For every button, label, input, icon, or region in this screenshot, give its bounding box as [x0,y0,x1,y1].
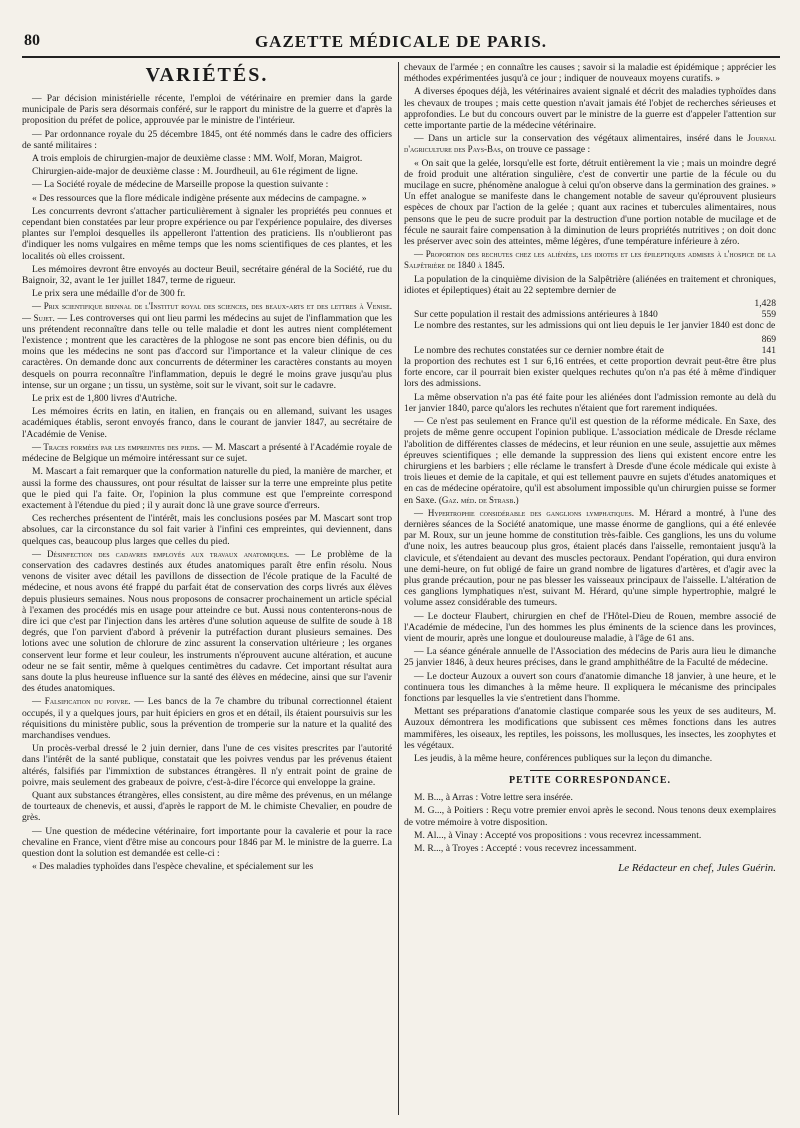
paragraph: Les mémoires devront être envoyés au docteur Beuil, secrétaire général de la Société, rue du Baignoir, 32, avant le 1er juillet 1847, terme de rigueur. [22,263,392,287]
paragraph [404,508,776,609]
paragraph [404,249,776,271]
paragraph: — Le docteur Auzoux a ouvert son cours d'anatomie dimanche 18 janvier, à une heure, et le continuera tous les dimanches à la même heure. Il expliquera le mécanisme des principales fonctions par lesquelles la vie s'entretient dans l'homme. [404,670,776,704]
columns [22,62,780,1115]
paragraph: — La Société royale de médecine de Marseille propose la question suivante : [32,179,329,191]
paragraph: — Par décision ministérielle récente, l'emploi de vétérinaire en premier dans la garde municipale de Paris sera désormais conféré, sur le rapport du ministre de la guerre et d'après la proposition du préfet de police, approuvée par le ministre de l'intérieur. [22,93,392,127]
paragraph: la proportion des rechutes est 1 sur 6,16 entrées, et cette proportion devrait peut-être être plus forte encore, car il pourrait bien exister quelques rechutes qu'on n'a pas été à même d'indiquer lors des admissions. [404,356,776,390]
correspondence-title: PETITE CORRESPONDANCE. [508,775,672,787]
paragraph [22,301,392,391]
page-number: 80 [24,32,40,49]
article-body: — Les bancs de la 7e chambre du tribunal correctionnel étaient occupés, il y a quelques jours, par huit épiciers en gros et en détail, ils étaient poursuivis sur les réquisitions du ministère public, sous la prévention de tromperie sur la nature et la qualité des marchandises vendues. [22,696,392,741]
journal-name: Journal d'agriculture des Pays-Bas [404,133,776,155]
paragraph: La population de la cinquième division de la Salpêtrière (aliénées en traitement et chroniques, idiotes et épileptiques) était au 22 septembre dernier de [404,273,776,296]
paragraph: A diverses époques déjà, les vétérinaires avaient signalé et décrit des maladies typhoïdes dans les chevaux de troupes ; mais cette question n'avait jamais été l'objet de recherches sérieuses et approfondies. Le but du concours ouvert par le ministre de la guerre est d'appeler l'attention sur cette importante partie de la médecine vétérinaire. [404,86,776,132]
column-divider [398,62,399,1115]
paragraph: Les jeudis, à la même heure, conférences publiques sur la leçon du dimanche. [414,752,713,764]
paragraph: — Le docteur Flaubert, chirurgien en chef de l'Hôtel-Dieu de Rouen, membre associé de l'Académie de médecine, l'un des hommes les plus éminents de la science dans les provinces, vient de mourir, après une longue et douloureuse maladie, à l'âge de 61 ans. [404,610,776,644]
ledger-label: Le nombre des rechutes constatées sur ce dernier nombre était de [414,344,664,356]
editor-signature: Le Rédacteur en chef, Jules Guérin. [618,862,776,875]
article-body: M. Hérard a montré, à l'une des dernières séances de la Société anatomique, une masse énorme de ganglions, qui a été enlevée par M. Roux, sur un jeune homme de constitution très-faible. Ces ganglions, les uns du volume d'une noix, les autres beaucoup plus gros, étaient placés dans l'aisselle, remontaient jusqu'à la clavicule, et s'étendaient au devant des muscles pectoraux. Pendant l'opération, qui dura environ une demi-heure, on fut obligé de faire un grand nombre de ligatures d'artères, et d'agir avec la plus grande précaution, pour ne pas blesser les vaisseaux principaux de l'aisselle. L'altération de ces ganglions lymphatiques n'est, suivant M. Hérard, qu'une simple hypertrophie, malgré le volume assez considérable des tumeurs. [404,507,776,609]
paragraph: — Par ordonnance royale du 25 décembre 1845, ont été nommés dans le cadre des officiers de santé militaires : [22,128,392,151]
ledger-row [404,309,776,320]
article-body: — Ce n'est pas seulement en France qu'il est question de la réforme médicale. En Saxe, des projets de même genre occupent l'opinion publique. L'association médicale de Dresde réclame l'abolition de différentes classes de médecins, et leur réunion en une seule, assujettie aux mêmes épreuves scientifiques ; elle demande la suppression des liens qui existent encore entre les chirurgiens et les barbiers ; elle réclame le transfert à Dresde d'une école médicale qui existe à trois lieues et demie de la capitale, et qui est tellement pauvre en sujets d'études anatomiques et en cas de médecine opératoire, qu'il est absolument impossible qu'un chirurgien puisse se former en Saxe. [404,416,776,506]
source-citation: (Gaz. méd. de Strasb.) [438,494,519,505]
right-column [404,62,776,1115]
article-heading: — Hypertrophie considérable des ganglions lymphatiques. [414,507,634,518]
paragraph: Le prix est de 1,800 livres d'Autriche. [32,393,178,405]
ledger-value: 559 [761,309,776,321]
paragraph: M. Mascart a fait remarquer que la conformation naturelle du pied, la manière de marcher, et aussi la forme des chaussures, ont pour résultat de laisser sur la terre une empreinte plus petite que le pied qui l'a faite. Or, l'opinion la plus commune est que l'empreinte correspond exactement à l'étendue du pied ; il y aurait donc là une grave source d'erreurs. [22,466,392,511]
paragraph: La même observation n'a pas été faite pour les aliénées dont l'admission remonte au delà du 1er janvier 1840, parce qu'alors les rechutes n'étaient que fort rarement indiquées. [404,391,776,414]
paragraph: Les concurrents devront s'attacher particulièrement à signaler les propriétés peu connues et cependant bien constatées par leur propre expérience ou par l'expérience populaire, des diverses plantes sur l'emploi desquelles ils appelleront l'attention des praticiens. Ils n'oublieront pas d'indiquer les noms vulgaires en même temps que les noms scientifiques de ces plantes, et les localités où elles croissent. [22,205,392,262]
left-column [22,62,392,1115]
paragraph [404,133,776,155]
paragraph: Les mémoires écrits en latin, en italien, en français ou en allemand, suivant les usages académiques établis, seront envoyés franco, dans le courant de janvier 1847, au secrétaire de l'Académie de Venise. [22,406,392,440]
paragraph: Mettant ses préparations d'anatomie clastique comparée sous les yeux de ses auditeurs, M. Auzoux démontrera les modifications que subissent ces mêmes fonctions dans les autres mammifères, les oiseaux, les reptiles, les poissons, les mollusques, les insectes, les zoophytes et les végétaux. [404,706,776,751]
ledger-row [404,345,776,356]
paragraph: Le nombre des restantes, sur les admissions qui ont lieu depuis le 1er janvier 1840 est donc de [414,320,776,332]
article-heading: — Prix scientifique biennal de l'Institut royal des sciences, des beaux-arts et des lettres à Venise. — Sujet. [22,301,392,323]
correspondence-item: M. G..., à Poitiers : Reçu votre premier envoi après le second. Nous tenons deux exemplaires de votre mémoire à votre disposition. [404,805,776,828]
article-heading: — Proportion des rechutes chez les aliénées, les idiotes et les épileptiques admises à l'hospice de la Salpêtrière de 1840 à 1845. [404,249,776,271]
ledger-value: 869 [761,333,776,345]
publication-title: GAZETTE MÉDICALE DE PARIS. [254,32,548,51]
separator-rule [530,770,650,771]
paragraph: — Une question de médecine vétérinaire, fort importante pour la cavalerie et pour la race chevaline en France, vient d'être mise au concours pour 1846 par M. le ministre de la guerre. La question dont la solution est demandée est celle-ci : [22,825,392,859]
paragraph: — La séance générale annuelle de l'Association des médecins de Paris aura lieu le dimanche 25 janvier 1846, à deux heures précises, dans le grand amphithéâtre de la Faculté de médecine. [404,646,776,669]
article-body: — Le problème de la conservation des cadavres destinés aux études anatomiques paraît être enfin résolu. Nous venons de visiter avec détail les pavillons de dissection de l'école pratique de la Faculté de médecine, et nous avons été frappé du parfait état de conservation des corps livrés aux élèves depuis plusieurs semaines. Nous nous proposons de consacrer prochainement un article spécial à l'examen des procédés mis en usage pour atteindre ce but. Aussi nous contenterons-nous de dire ici que c'est par l'injection dans les artères d'une solution aqueuse de sulfite de soude à 18 degrés, que l'on parvient d'abord à prévenir la putréfaction durant plusieurs semaines. Des lotions avec une solution de chlorure de zinc assurent la conservation ultérieure ; les organes conservent leur forme et leur couleur, les instruments n'éprouvent aucune altération, et aucune odeur ne se fait sentir, même à quelques centimètres du cadavre. Cet important résultat aura sans doute la plus heureuse influence sur la santé des élèves en médecine, ainsi que sur l'avenir des études anatomiques. [22,548,392,695]
paragraph: A trois emplois de chirurgien-major de deuxième classe : MM. Wolf, Moran, Maigrot. [32,153,363,165]
paragraph: « On sait que la gelée, lorsqu'elle est forte, détruit entièrement la vie ; mais un moindre degré de froid produit une altération singulière, c'est de convertir une partie de la fécule ou du mucilage en sucre, phénomène analogue à celui qu'on observe dans la germination des graines. » Un effet analogue se manifeste dans le changement notable de saveur qu'éprouvent plusieurs espèces de choux par l'action de la gelée ; quant aux racines et tubercules alimentaires, nous pensons que le peu de sucre produit par la destruction d'une portion notable de mucilage et de fécule ne saurait faire compensation à la diminution de leurs propriétés nutritives ; on doit donc les préserver avec soin des atteintes, même légères, d'une température inférieure à zéro. [404,157,776,248]
paragraph: Chirurgien-aide-major de deuxième classe : M. Jourdheuil, au 61e régiment de ligne. [32,166,358,178]
ledger-row [404,298,776,309]
text-segment: — Dans un article sur la conservation des végétaux alimentaires, inséré dans le [414,133,748,145]
page-header [22,30,780,58]
ledger-value: 141 [761,344,776,356]
correspondence-item: M. R..., à Troyes : Accepté : vous recevrez incessamment. [414,843,637,854]
paragraph [404,416,776,506]
correspondence-item: M. Al..., à Vinay : Accepté vos propositions : vous recevrez incessamment. [414,829,702,841]
ledger-value: 1,428 [754,298,776,310]
ledger-label: Sur cette population il restait des admissions antérieures à 1840 [414,309,658,321]
paragraph [22,442,392,464]
newspaper-page [22,30,780,1115]
paragraph [22,696,392,741]
paragraph: chevaux de l'armée ; en connaître les causes ; savoir si la maladie est épidémique ; apprécier les méthodes expérimentées jusqu'à ce jour ; indiquer de nouveaux moyens curatifs. » [404,62,776,85]
correspondence-item: M. B..., à Arras : Votre lettre sera insérée. [414,792,573,804]
article-heading: — Désinfection des cadavres employés aux travaux anatomiques. [32,548,290,559]
paragraph: Ces recherches présentent de l'intérêt, mais les conclusions posées par M. Mascart sont trop absolues, car la circonstance du sol fait varier à l'infini ces empreintes, qui deviennent, dans quelques cas, beaucoup plus larges que celles du pied. [22,513,392,547]
paragraph [22,549,392,695]
paragraph: Un procès-verbal dressé le 2 juin dernier, dans l'une de ces visites prescrites par l'autorité dans l'intérêt de la santé publique, constatait que les poivres vendus par les prévenus étaient altérés, falsifiés par l'immixtion de substances étrangères. Il n'y entrait point de graine de poivre, mais seulement des grabeaux de poivre, c'est-à-dire l'écorce qui enveloppe la graine. [22,743,392,788]
paragraph: Le prix sera une médaille d'or de 300 fr. [32,288,186,300]
text-segment: , on trouve ce passage : [500,144,591,156]
article-body: — M. Mascart a présenté à l'Académie royale de médecine de Belgique un mémoire intéressant sur ce sujet. [22,441,392,465]
paragraph: Quant aux substances étrangères, elles consistent, au dire même des prévenus, en un mélange de tourteaux de chenevis, et aussi, d'après le rapport de M. le chimiste Chevalier, en poudre de grès. [22,789,392,824]
article-body: — Les controverses qui ont lieu parmi les médecins au sujet de l'inflammation que les uns prétendent reconnaître dans telle ou telle maladie et dont les autres nient complétement l'existence ; montrent que les caractères de la phlogose ne sont pas encore bien définis, ou du moins que les médecins ne sont pas d'accord sur l'importance et la valeur clinique de ces caractères. On demande donc aux concurrents de déterminer les caractères constants au moyen desquels on pourra reconnaître l'inflammation, depuis le degré le moins grave jusqu'au plus intense, sur un organe ; un tissu, un système, soit sur le vivant, soit sur le cadavre. [22,312,392,391]
ledger-row [404,334,776,345]
paragraph: « Des ressources que la flore médicale indigène présente aux médecins de campagne. » [32,192,367,204]
article-heading: — Falsification du poivre. [32,696,131,707]
section-title: VARIÉTÉS. [145,64,269,86]
article-heading: — Traces formées par les empreintes des pieds. [32,441,200,452]
paragraph: « Des maladies typhoïdes dans l'espèce chevaline, et spécialement sur les [32,861,314,873]
